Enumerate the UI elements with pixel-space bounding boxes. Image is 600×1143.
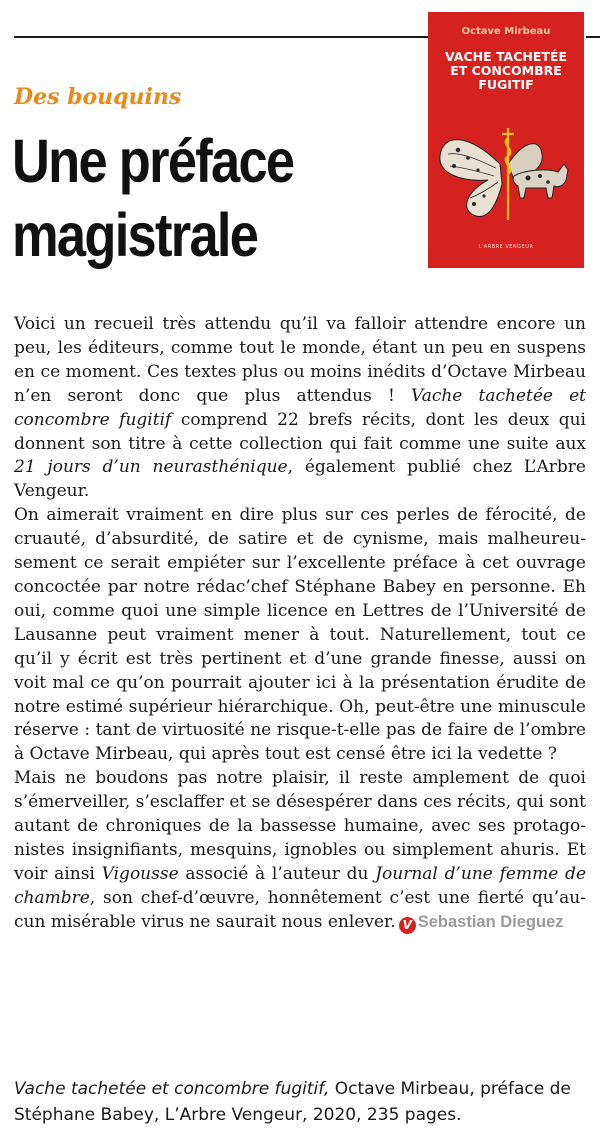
cover-illustration (428, 124, 584, 234)
vigousse-logo-icon: V (399, 917, 416, 934)
cover-author: Octave Mirbeau (461, 26, 551, 37)
headline: Une préface magistrale (12, 127, 294, 269)
book-title: Journal d’une femme de chambre (14, 863, 587, 908)
magazine-name: Vigousse (101, 863, 179, 884)
book-title: Vache tachetée et concombre fugitif (14, 385, 587, 430)
article-body (14, 313, 586, 935)
top-rule (14, 36, 430, 38)
credit-title: Vache tachetée et concombre fugitif, (14, 1079, 330, 1099)
butterfly-wing-left (440, 140, 502, 217)
article-paragraph: On aimerait vraiment en dire plus sur ces perles de férocité, de cruauté, d’absurdité, de satire et de cynisme, mais malheureusement ce serait empiéter sur l’excellente préface à cet ouvrage concoctée par notre rédac’chef Stéphane Babey en personne. Eh oui, comme quoi une simple licence en Lettres de l’Université de Lausanne peut vraiment mener à tout. Naturellement, tout ce qu’il y écrit est très pertinent et d’une grande finesse, aussi on voit mal ce qu’on pourrait ajouter ici à la présentation érudite de notre estimé supérieur hiérarchique. Oh, peut-être une minuscule réserve : tant de virtuosité ne risque-t-elle pas de faire de l’ombre à Octave Mirbeau, qui après tout est censé être ici la vedette ? (14, 505, 586, 765)
author-signature: Sebastian Dieguez (417, 912, 564, 931)
book-credit (14, 1076, 594, 1128)
article-paragraph: Mais ne boudons pas notre plaisir, il reste amplement de quoi s’émerveiller, s’esclaffer et se désespérer dans ces récits, qui sont autant de chroniques de la bassesse humaine, avec ses protagonistes insignifiants, mesquins, ignobles ou simplement ahuris. Et voir ainsi Vigousse associé à l’auteur du Journal d’une femme de chambre, son chef-d’œuvre, honnêtement c’est une fierté qu’aucun misérable virus ne saurait nous enlever. V Sebastian Dieguez (14, 768, 587, 932)
credit-details: Octave Mirbeau, préface de Stéphane Babey, L’Arbre Vengeur, 2020, 235 pages. (14, 1079, 571, 1125)
cover-publisher: L'ARBRE VENGEUR (478, 244, 534, 250)
top-rule-right (586, 36, 600, 38)
cover-title: VACHE TACHETÉE ET CONCOMBRE FUGITIF (444, 49, 568, 92)
book-title: 21 jours d’un neurasthénique (14, 457, 288, 478)
book-cover (428, 12, 584, 268)
article-paragraph: Voici un recueil très attendu qu’il va falloir attendre encore un peu, les éditeurs, comme tout le monde, étant un peu en suspens en ce moment. Ces textes plus ou moins inédits d’Octave Mirbeau n’en seront donc que plus attendus ! Vache tachetée et concombre fugitif comprend 22 brefs récits, dont les deux qui donnent son titre à cette collection qui fait comme une suite aux 21 jours d’un neurasthénique, également publié chez L’Arbre Vengeur. (14, 314, 587, 502)
section-kicker: Des bouquins (14, 84, 182, 110)
